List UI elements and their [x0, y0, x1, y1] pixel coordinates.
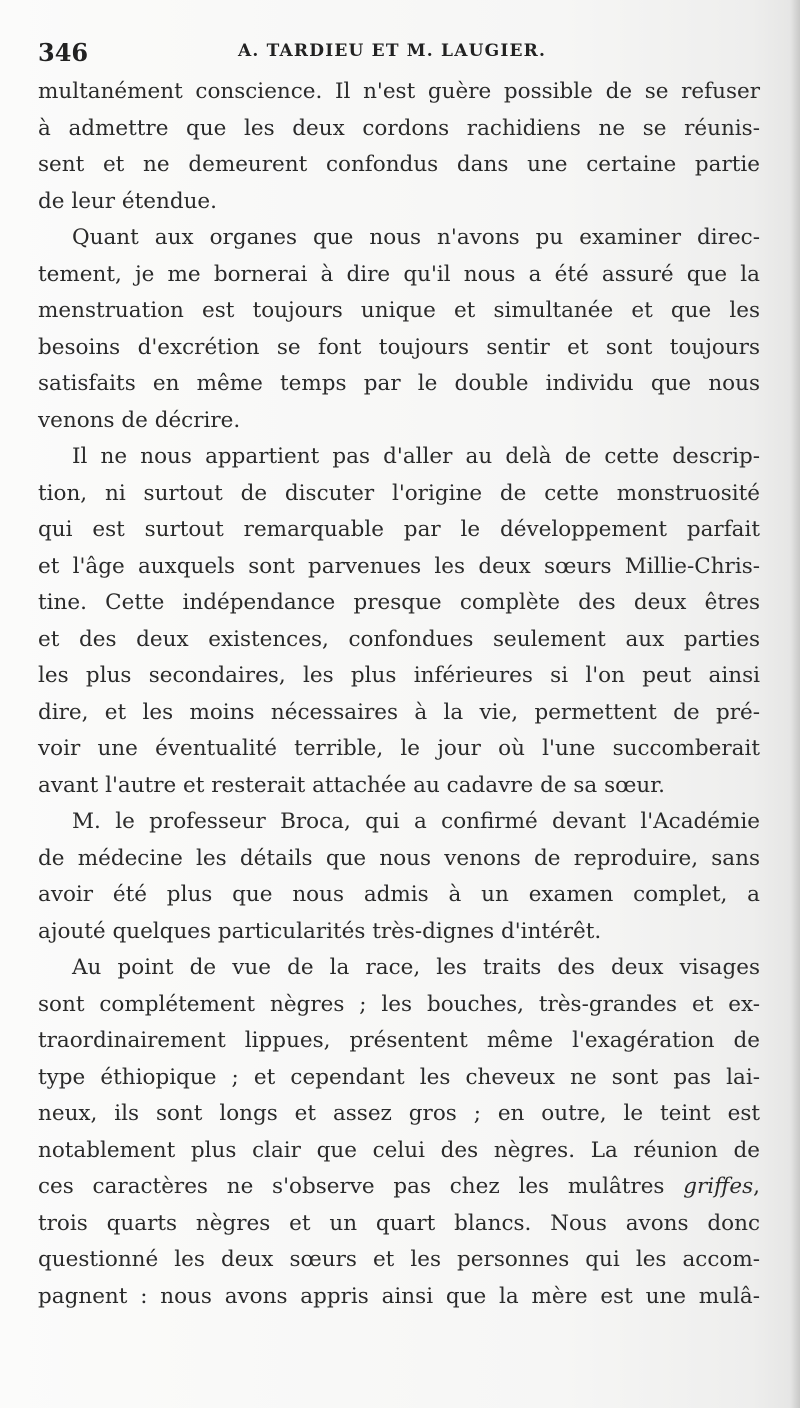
text-line: tine. Cette indépendance presque complète des deux êtres — [38, 590, 760, 615]
text-line: sont complétement nègres ; les bouches, très-grandes et ex- — [38, 991, 760, 1017]
paragraph-start-line: Il ne nous appartient pas d'aller au delà de cette descrip- — [72, 444, 760, 469]
text-line: avoir été plus que nous admis à un examen complet, a — [38, 882, 760, 907]
text-line: type éthiopique ; et cependant les cheveux ne sont pas lai- — [38, 1064, 760, 1090]
paragraph-start-line: Au point de vue de la race, les traits des deux visages — [72, 955, 760, 980]
text-line: trois quarts nègres et un quart blancs. Nous avons donc — [38, 1210, 760, 1236]
text-line: tement, je me bornerai à dire qu'il nous a été assuré que la — [38, 261, 760, 287]
text-line: satisfaits en même temps par le double individu que nous — [38, 371, 760, 396]
text-line: dire, et les moins nécessaires à la vie, permettent de pré- — [38, 699, 760, 725]
text-line: de leur étendue. — [38, 188, 217, 214]
text-line: venons de décrire. — [38, 407, 241, 433]
text-line: notablement plus clair que celui des nègres. La réunion de — [38, 1137, 760, 1163]
text-line: ajouté quelques particularités très-dignes d'intérêt. — [38, 918, 602, 944]
text-line: qui est surtout remarquable par le développement parfait — [38, 517, 760, 542]
page-number: 346 — [38, 38, 89, 67]
text-line: tion, ni surtout de discuter l'origine de cette monstruosité — [38, 480, 760, 506]
text-line: et l'âge auxquels sont parvenues les deux sœurs Millie-Chris- — [38, 553, 760, 579]
text-line: sent et ne demeurent confondus dans une certaine partie — [38, 152, 760, 177]
body-text — [38, 74, 760, 1315]
text-line: à admettre que les deux cordons rachidiens ne se réunis- — [38, 115, 760, 141]
text-line — [38, 1169, 760, 1206]
text-line: menstruation est toujours unique et simultanée et que les — [38, 298, 760, 323]
text-line: avant l'autre et resterait attachée au cadavre de sa sœur. — [38, 772, 665, 798]
text-line: neux, ils sont longs et assez gros ; en outre, le teint est — [38, 1101, 760, 1126]
text-line: pagnent : nous avons appris ainsi que la mère est une mulâ- — [38, 1283, 760, 1309]
text-segment: , — [753, 1174, 760, 1199]
text-line: traordinairement lippues, présentent même l'exagération de — [38, 1028, 760, 1053]
paragraph-start-line: M. le professeur Broca, qui a confirmé devant l'Académie — [72, 809, 760, 834]
italic-term: griffes — [683, 1174, 754, 1199]
text-line: multanément conscience. Il n'est guère possible de se refuser — [38, 79, 760, 104]
text-line: de médecine les détails que nous venons de reproduire, sans — [38, 845, 760, 871]
running-title: A. TARDIEU ET M. LAUGIER. — [238, 41, 547, 61]
text-line: questionné les deux sœurs et les personnes qui les accom- — [38, 1247, 760, 1272]
text-line: voir une éventualité terrible, le jour où l'une succomberait — [38, 736, 760, 761]
text-line: et des deux existences, confondues seulement aux parties — [38, 626, 760, 652]
paragraph-start-line: Quant aux organes que nous n'avons pu examiner direc- — [72, 225, 760, 250]
page-edge-shadow — [790, 0, 800, 1408]
text-line: les plus secondaires, les plus inférieures si l'on peut ainsi — [38, 663, 760, 688]
running-header — [38, 38, 758, 68]
text-line: besoins d'excrétion se font toujours sentir et sont toujours — [38, 334, 760, 360]
text-segment: ces caractères ne s'observe pas chez les mulâtres — [38, 1174, 684, 1199]
